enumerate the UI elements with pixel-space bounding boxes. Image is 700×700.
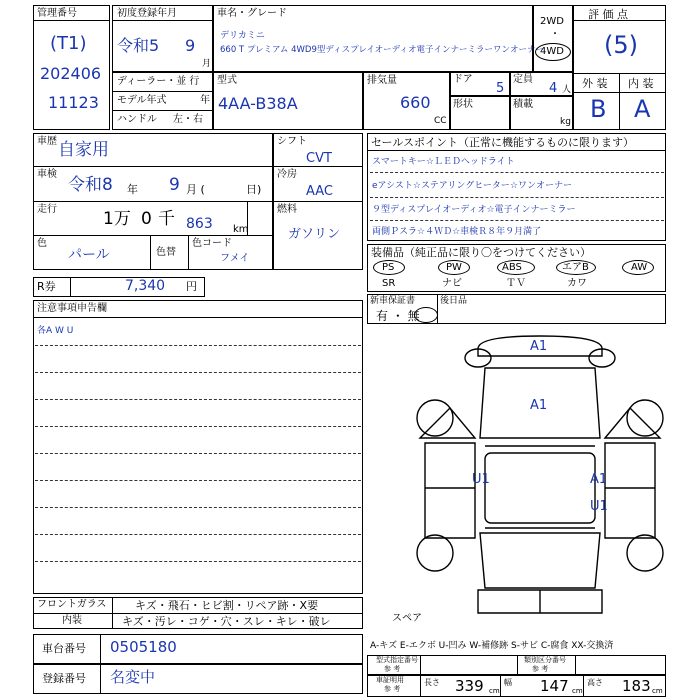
displacement-value: 660 [400,93,431,112]
recycle-unit: 円 [186,280,197,293]
length-label: 長さ [424,678,440,687]
recycle-label: R券 [37,280,56,293]
drive-dot: ・ [550,29,560,40]
history-label: 車歴 [37,136,57,147]
history-value: 自家用 [58,140,109,160]
shape-label: 形状 [453,99,473,110]
mark-a1-right: A1 [590,472,608,487]
mileage-rest: 863 [186,216,213,232]
equip-kawa: カワ [567,278,587,289]
shift-value: CVT [306,151,332,166]
mileage-unit: km [233,224,249,235]
recycle-box [33,277,205,297]
exterior-label: 外 装 [582,77,608,90]
displacement-label: 排気量 [367,75,397,86]
name-label: 車名・グレード [217,8,287,19]
doors-value: 5 [496,81,505,96]
mgmt-num2: 11123 [48,93,99,112]
car-diagram [390,328,670,628]
equip-airb-circle [556,260,596,275]
color-change-label: 色替 [156,247,176,258]
sales-title: セールスポイント（正常に機能するものに限ります） [371,136,635,149]
model-label: 型式 [217,75,237,86]
interior-cond-value: キズ・汚レ・コゲ・穴・スレ・キレ・破レ [122,615,331,628]
name-line1: デリカミニ [220,31,265,41]
equip-abs-circle [497,260,535,275]
handle-label: ハンドル [117,114,157,125]
equip-pw-circle [438,260,470,275]
reregister-label: 後日品 [440,296,468,306]
equip-ps: PS [382,262,395,273]
displacement-unit: CC [434,116,447,126]
height-label: 高さ [587,678,603,687]
equipment-title: 装備品（純正品に限り〇をつけてください） [371,246,591,259]
sales-line-3: ９型ディスプレイオーディオ☆電子インナーミラー [372,205,576,215]
drive-4wd-circle [535,43,571,61]
exterior-value: B [590,95,607,123]
dims-label: 車証明用 [376,676,404,684]
shift-label: シフト [277,136,307,147]
spare-label: スペア [392,613,422,624]
grade-value: (5) [604,31,638,59]
type-cert-label: 型式指定番号 [376,656,418,664]
fuel-label: 燃料 [277,204,297,215]
color-value: パール [68,247,110,263]
doors-label: ドア [453,74,473,85]
color-code: フメイ [220,253,250,264]
load-unit: kg [560,117,571,127]
mark-u1-right: U1 [590,499,608,514]
front-glass-label: フロントガラス [37,599,107,610]
model-value: 4AA-B38A [218,94,298,113]
grade-label: 評 価 点 [588,8,628,21]
sales-line-1: スマートキー☆ＬＥＤヘッドライト [372,157,515,167]
equip-navi: ナビ [442,278,462,289]
reg-month: 9 [185,36,196,55]
height-unit: cm [652,687,663,695]
load-label: 積載 [513,99,533,110]
mileage-man: 1万 [103,209,131,229]
dealer-label: ディーラー・並 行 [117,76,200,87]
model-year-nen: 年 [200,95,210,106]
inspection-label: 車検 [37,169,57,180]
reg-label: 初度登録年月 [117,8,177,19]
ac-label: 冷房 [277,169,297,180]
mgmt-label: 管理番号 [37,8,77,19]
mark-a1-hood: A1 [530,398,548,413]
sales-line-2: eアシスト☆ステアリングヒーター☆ワンオーナー [372,181,572,191]
equip-airb: エアB [562,262,589,273]
registration-value: 名変中 [110,668,156,686]
width-label: 幅 [504,678,512,687]
mgmt-code: (T1) [50,33,87,54]
mark-a1-front: A1 [530,339,548,354]
fuel-value: ガソリン [288,227,341,242]
notes-line1: 各A W U [37,326,74,336]
inspection-era: 令和8 [68,175,113,195]
mileage-sen: 千 [158,209,175,229]
equip-aw: AW [631,262,648,273]
class-cert-sub: 参 考 [532,665,549,673]
class-cert-label: 類別区分番号 [524,656,566,664]
inspection-tsuki: 月 ( [186,183,205,196]
type-cert-sub: 参 考 [384,665,401,673]
inspection-day: 日) [246,183,262,196]
width-value: 147 [540,677,569,695]
chassis-label: 車台番号 [42,642,86,655]
inspection-month: 9 [169,175,180,195]
length-unit: cm [489,687,500,695]
length-value: 339 [455,677,484,695]
drive-2wd: 2WD [540,16,564,27]
damage-legend: A-キズ E-エクボ U-凹み W-補修跡 S-サビ C-腐食 XX-交換済 [370,641,614,651]
reg-tsuki: 月 [202,59,212,69]
front-glass-value: キズ・飛石・ヒビ割・リペア跡・X要 [135,599,319,612]
equip-aw-circle [622,260,654,275]
mgmt-num1: 202406 [40,64,102,83]
notes-title: 注意事項申告欄 [37,303,107,314]
drive-4wd: 4WD [540,46,564,57]
color-code-label: 色コード [192,238,232,249]
ac-value: AAC [306,184,333,199]
handle-value: 左・右 [173,114,203,125]
capacity-value: 4 [549,81,558,96]
sales-line-4: 両側Ｐスラ☆４ＷＤ☆車検Ｒ８年９月満了 [372,227,542,237]
interior-value: A [634,95,651,123]
capacity-label: 定員 [513,74,533,85]
mark-u1-left: U1 [472,472,490,487]
interior-cond-label: 内装 [62,615,82,626]
mileage-label: 走行 [37,204,57,215]
recycle-value: 7,340 [125,278,166,294]
capacity-unit: 人 [562,85,572,95]
equip-sr: SR [382,278,396,289]
equip-tv: ＴＶ [506,278,526,289]
color-label: 色 [37,238,47,249]
model-year-label: モデル年式 [117,95,167,106]
reg-era: 令和5 [117,36,160,55]
equip-pw: PW [446,262,462,273]
warranty-circle [414,307,438,323]
warranty-value: 有 ・ 無 [376,309,420,323]
equip-ps-circle [373,260,405,275]
registration-label: 登録番号 [42,672,86,685]
chassis-value: 0505180 [110,638,177,656]
inspection-nen: 年 [127,183,138,196]
warranty-label: 新車保証書 [370,296,416,306]
width-unit: cm [572,687,583,695]
dims-sub: 参 考 [384,685,401,693]
equip-abs: ABS [502,262,522,273]
height-value: 183 [622,677,651,695]
name-line2: 660 T プレミアム 4WD9型ディスプレイオーディオ電子インナーミラーワンオーナー [220,45,544,55]
mileage-sen-val: 0 [141,209,152,229]
interior-label: 内 装 [628,77,654,90]
